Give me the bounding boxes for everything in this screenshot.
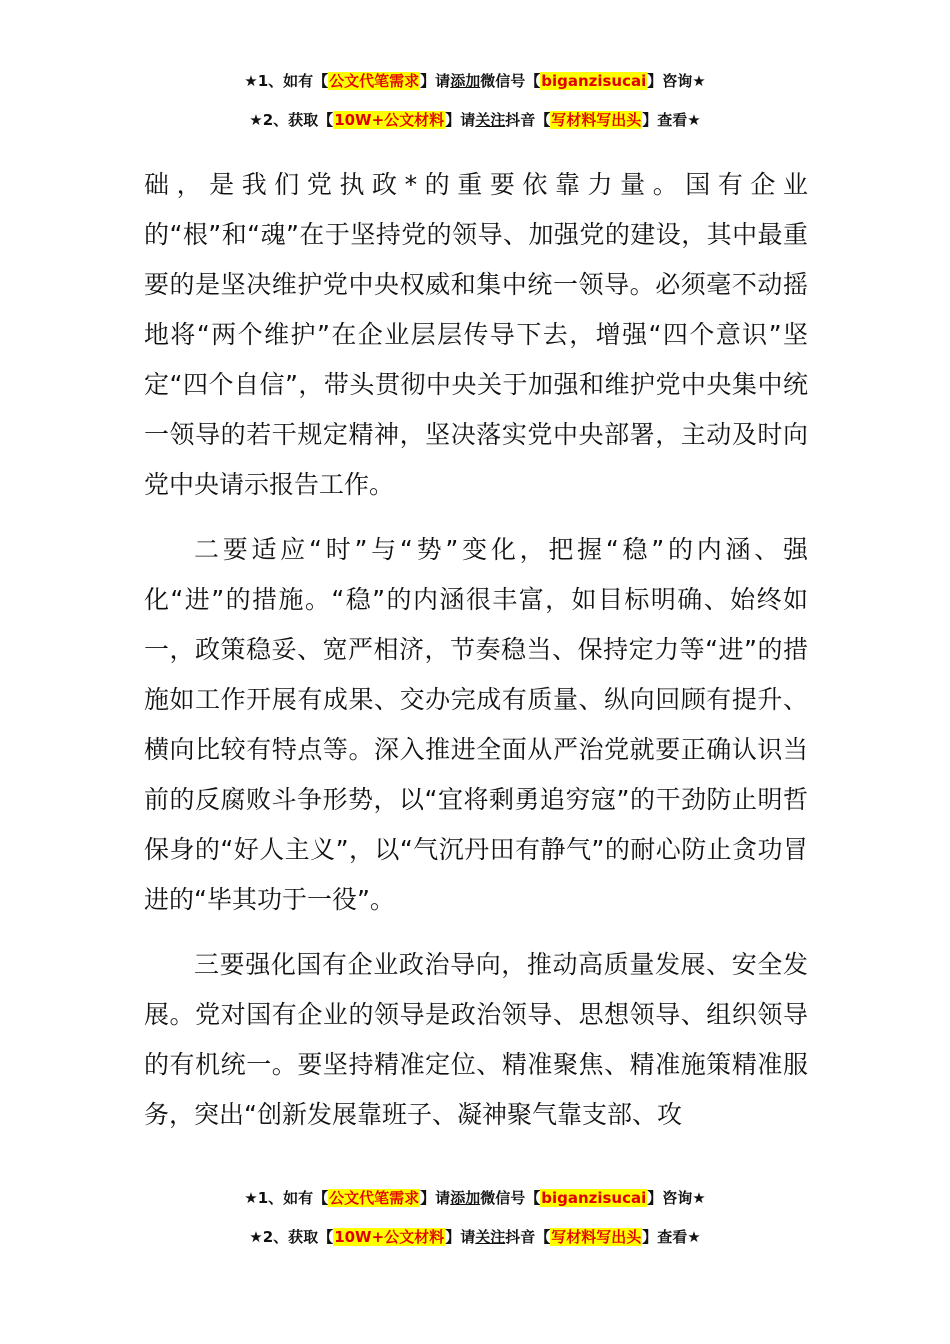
promo-line-2-highlight-douyin: 写材料写出头 <box>551 1228 642 1246</box>
promo-line-1-suffix: 】咨询★ <box>647 72 706 90</box>
promo-line-1-mid: 】请 <box>420 72 451 90</box>
bottom-promo-banner <box>0 1187 950 1248</box>
top-promo-banner <box>0 70 950 131</box>
promo-line-2-emphasis: 关注 <box>475 1228 506 1246</box>
promo-line-2-emphasis: 关注 <box>475 111 506 129</box>
promo-line-2-mid2: 抖音【 <box>505 1228 551 1246</box>
promo-line-1-mid: 】请 <box>420 1189 451 1207</box>
promo-line-2-prefix: ★2、获取【 <box>249 1228 334 1246</box>
promo-line-1-highlight-service: 公文代笔需求 <box>329 1189 420 1207</box>
promo-line-2-mid: 】请 <box>445 1228 476 1246</box>
promo-line-1-prefix: ★1、如有【 <box>244 72 329 90</box>
promo-line-1-mid2: 微信号【 <box>480 1189 541 1207</box>
promo-line-1-suffix: 】咨询★ <box>647 1189 706 1207</box>
promo-line-2-highlight-materials: 10W+公文材料 <box>334 1228 445 1246</box>
promo-line-2-suffix: 】查看★ <box>642 111 701 129</box>
promo-line-2-suffix: 】查看★ <box>642 1228 701 1246</box>
paragraph-third-point: 三要强化国有企业政治导向，推动高质量发展、安全发展。党对国有企业的领导是政治领导、思想领导、组织领导的有机统一。要坚持精准定位、精准聚焦、精准施策精准服务，突出“创新发展靠班子、凝神聚气靠支部、攻 <box>144 950 808 1129</box>
promo-line-1-highlight-service: 公文代笔需求 <box>329 72 420 90</box>
promo-line-2 <box>0 109 950 131</box>
paragraph-continuation: 础，是我们党执政*的重要依靠力量。国有企业的“根”和“魂”在于坚持党的领导、加强党的建设，其中最重要的是坚决维护党中央权威和集中统一领导。必须毫不动摇地将“两个维护”在企业层层传导下去，增强“四个意识”坚定“四个自信”，带头贯彻中央关于加强和维护党中央集中统一领导的若干规定精神，坚决落实党中央部署，主动及时向党中央请示报告工作。 <box>144 170 808 499</box>
promo-line-2-highlight-materials: 10W+公文材料 <box>334 111 445 129</box>
promo-line-2-highlight-douyin: 写材料写出头 <box>551 111 642 129</box>
promo-line-1-emphasis: 添加 <box>450 72 481 90</box>
promo-line-1-highlight-wechat: biganzisucai <box>541 1189 647 1207</box>
promo-line-1-highlight-wechat: biganzisucai <box>541 72 647 90</box>
promo-line-2-footer <box>0 1226 950 1248</box>
promo-line-1-prefix: ★1、如有【 <box>244 1189 329 1207</box>
promo-line-1 <box>0 70 950 92</box>
promo-line-2-mid: 】请 <box>445 111 476 129</box>
promo-line-1-mid2: 微信号【 <box>480 72 541 90</box>
promo-line-1-emphasis: 添加 <box>450 1189 481 1207</box>
promo-line-2-prefix: ★2、获取【 <box>249 111 334 129</box>
promo-line-2-mid2: 抖音【 <box>505 111 551 129</box>
paragraph-second-point: 二要适应“时”与“势”变化，把握“稳”的内涵、强化“进”的措施。“稳”的内涵很丰富，如目标明确、始终如一，政策稳妥、宽严相济，节奏稳当、保持定力等“进”的措施如工作开展有成果、交办完成有质量、纵向回顾有提升、横向比较有特点等。深入推进全面从严治党就要正确认识当前的反腐败斗争形势，以“宜将剩勇追穷寇”的干劲防止明哲保身的“好人主义”，以“气沉丹田有静气”的耐心防止贪功冒进的“毕其功于一役”。 <box>144 535 808 914</box>
document-body <box>144 160 808 1140</box>
promo-line-1-footer <box>0 1187 950 1209</box>
